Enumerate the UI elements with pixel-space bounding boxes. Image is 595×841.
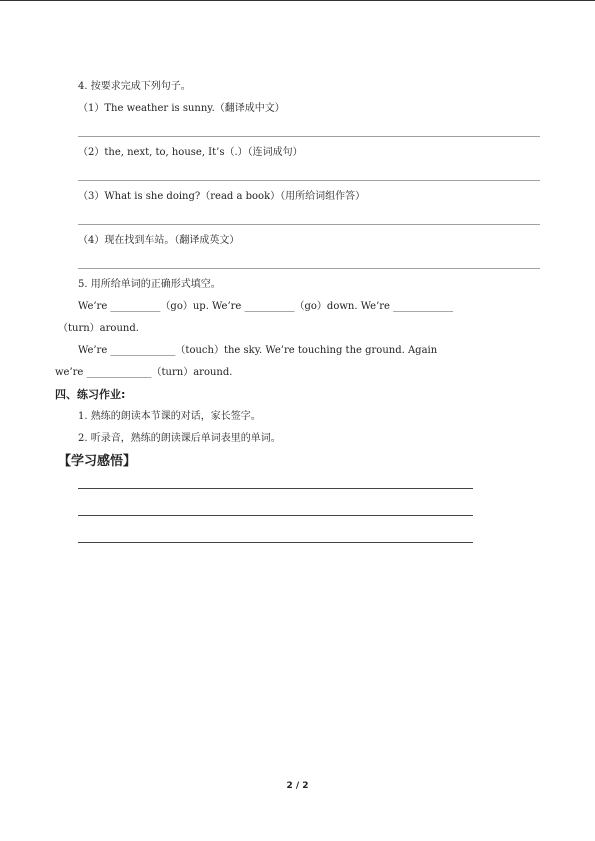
q5-line-4: we’re _____________（turn）around. xyxy=(55,367,233,378)
answer-line-3[interactable] xyxy=(78,224,540,225)
answer-line-4[interactable] xyxy=(78,268,540,269)
q5-line-3: We’re _____________（touch）the sky. We’re touching the ground. Again xyxy=(78,345,438,356)
q5-line-1: We’re __________（go）up. We’re __________（go）down. We’re ____________ xyxy=(78,301,454,312)
q4-title: 4. 按要求完成下列句子。 xyxy=(78,81,191,92)
homework-heading: 四、练习作业: xyxy=(55,388,126,401)
q4-item-4: （4）现在找到车站。（翻译成英文） xyxy=(78,235,240,246)
reflection-line-1[interactable] xyxy=(78,488,473,489)
reflection-line-3[interactable] xyxy=(78,542,473,543)
q4-item-3: （3）What is she doing?（read a book）（用所给词组作答） xyxy=(78,191,366,202)
reflection-line-2[interactable] xyxy=(78,515,473,516)
homework-item-2: 2. 听录音，熟练的朗读课后单词表里的单词。 xyxy=(78,433,281,444)
homework-item-1: 1. 熟练的朗读本节课的对话，家长签字。 xyxy=(78,411,261,422)
q5-line-2: （turn）around. xyxy=(58,323,139,334)
q5-title: 5. 用所给单词的正确形式填空。 xyxy=(78,279,221,290)
page-number: 2 / 2 xyxy=(286,781,309,791)
q4-item-1: （1）The weather is sunny.（翻译成中文） xyxy=(78,103,285,114)
reflection-heading: 【学习感悟】 xyxy=(58,454,137,469)
answer-line-1[interactable] xyxy=(78,136,540,137)
page-top-border xyxy=(0,0,595,1)
q4-item-2: （2）the, next, to, house, It’s（.）（连词成句） xyxy=(78,147,303,158)
answer-line-2[interactable] xyxy=(78,180,540,181)
